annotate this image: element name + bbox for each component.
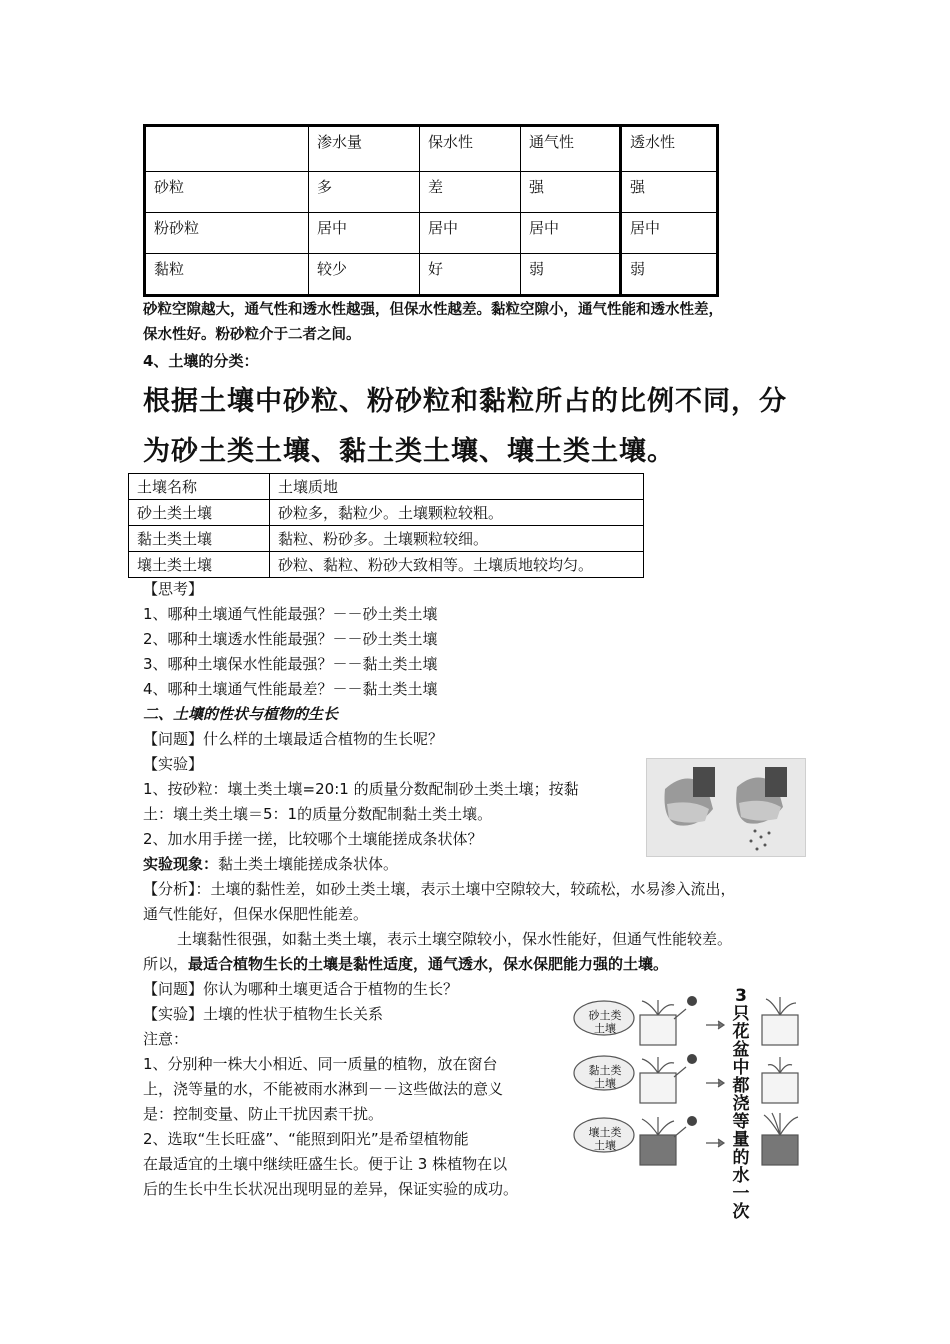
- soil-label-text: 壤土类: [588, 1126, 622, 1139]
- think-item: 3、哪种土壤保水性能最强？－－黏土类土壤: [143, 655, 438, 673]
- think-item: 4、哪种土壤通气性能最差？－－黏土类土壤: [143, 680, 438, 698]
- think-item: 2、哪种土壤透水性能最强？－－砂土类土壤: [143, 630, 438, 648]
- question-text: 【问题】你认为哪种土壤更适合于植物的生长？: [143, 980, 459, 998]
- think-heading: 【思考】: [143, 580, 204, 598]
- experiment-step: 1、按砂粒：壤土类土壤=20:1 的质量分数配制砂土类土壤；按黏: [143, 780, 579, 798]
- table-cell: 居中: [309, 213, 420, 254]
- analysis-text: 通气性能好，但保水保肥性能差。: [143, 905, 369, 923]
- table-cell: 透水性: [621, 126, 718, 172]
- soil-particle-table: [143, 124, 719, 297]
- soil-label-text: 黏土类: [588, 1064, 622, 1077]
- soil-label-text: 土壤: [594, 1022, 616, 1035]
- think-item: 1、哪种土壤通气性能最强？－－砂土类土壤: [143, 605, 438, 623]
- watering-instruction-vertical: 3只花盆中都浇等量的水一次: [732, 986, 750, 1222]
- experiment-step: 土：壤土类土壤＝5：1的质量分数配制黏土类土壤。: [143, 805, 493, 823]
- table-cell: 黏粒: [145, 254, 309, 296]
- table-cell: 黏土类土壤: [129, 526, 270, 552]
- analysis-text: 土壤黏性很强，如黏土类土壤，表示土壤空隙较小，保水性能好，但通气性能较差。: [177, 930, 733, 948]
- table-cell: 土壤质地: [270, 474, 644, 500]
- hands-illustration-icon: [647, 759, 805, 856]
- section-heading: 4、土壤的分类：: [143, 352, 259, 370]
- table-cell: 壤土类土壤: [129, 552, 270, 578]
- experiment-heading: 【实验】土壤的性状于植物生长关系: [143, 1005, 384, 1023]
- table-header-row: [145, 126, 718, 172]
- soil-label-text: 土壤: [594, 1139, 616, 1152]
- table-cell: 居中: [420, 213, 521, 254]
- conclusion-line: [143, 952, 668, 977]
- table-row: [145, 254, 718, 296]
- table-cell: 居中: [521, 213, 621, 254]
- analysis-text: 【分析】：土壤的黏性差，如砂土类土壤，表示土壤中空隙较大，较疏松，水易渗入流出，: [143, 880, 736, 898]
- note-line: 2、选取“生长旺盛”、“能照到阳光”是希望植物能: [143, 1130, 469, 1148]
- experiment-heading: 【实验】: [143, 755, 204, 773]
- table-cell: 渗水量: [309, 126, 420, 172]
- summary-text: 保水性好。粉砂粒介于二者之间。: [143, 327, 361, 343]
- soil-label-text: 土壤: [594, 1077, 616, 1090]
- section-heading: 二、土壤的性状与植物的生长: [143, 705, 339, 723]
- question-text: 【问题】什么样的土壤最适合植物的生长呢？: [143, 730, 444, 748]
- summary-text: 砂粒空隙越大，通气性和透水性越强，但保水性越差。黏粒空隙小，通气性能和透水性差，: [143, 302, 723, 318]
- soil-label-sandy: [582, 1009, 628, 1035]
- table-cell: 多: [309, 172, 420, 213]
- hands-rubbing-soil-image: [646, 758, 806, 857]
- table-cell: 砂粒、黏粒、粉砂大致相等。土壤质地较均匀。: [270, 552, 644, 578]
- table-row: [129, 500, 644, 526]
- conclusion-prefix: 所以，: [143, 955, 189, 973]
- table-cell: 强: [521, 172, 621, 213]
- table-cell: 好: [420, 254, 521, 296]
- table-cell: 砂粒多，黏粒少。土壤颗粒较粗。: [270, 500, 644, 526]
- table-cell: 黏粒、粉砂多。土壤颗粒较细。: [270, 526, 644, 552]
- soil-texture-table: [128, 473, 644, 578]
- plant-growth-diagram: [570, 985, 810, 1222]
- note-line: 是：控制变量、防止干扰因素干扰。: [143, 1105, 384, 1123]
- table-cell: 砂土类土壤: [129, 500, 270, 526]
- phenomenon-label: 实验现象：: [143, 855, 219, 873]
- classification-statement: 根据土壤中砂粒、粉砂粒和黏粒所占的比例不同，分: [143, 386, 787, 417]
- table-cell: 土壤名称: [129, 474, 270, 500]
- table-row: [145, 213, 718, 254]
- table-cell: 砂粒: [145, 172, 309, 213]
- note-line: 在最适宜的土壤中继续旺盛生长。便于让 3 株植物在以: [143, 1155, 508, 1173]
- table-cell: 保水性: [420, 126, 521, 172]
- table-row: [129, 552, 644, 578]
- table-cell: 弱: [521, 254, 621, 296]
- soil-label-loam: [582, 1126, 628, 1152]
- phenomenon-line: [143, 852, 398, 877]
- soil-label-clay: [582, 1064, 628, 1090]
- table-header-row: [129, 474, 644, 500]
- table-cell: 粉砂粒: [145, 213, 309, 254]
- table-cell: [145, 126, 309, 172]
- conclusion-text: 最适合植物生长的土壤是黏性适度，通气透水，保水保肥能力强的土壤。: [188, 955, 669, 973]
- note-line: 1、分别种一株大小相近、同一质量的植物，放在窗台: [143, 1055, 498, 1073]
- phenomenon-text: 黏土类土壤能搓成条状体。: [218, 855, 399, 873]
- note-line: 后的生长中生长状况出现明显的差异，保证实验的成功。: [143, 1180, 519, 1198]
- soil-label-text: 砂土类: [588, 1009, 622, 1022]
- table-cell: 居中: [621, 213, 718, 254]
- table-row: [145, 172, 718, 213]
- note-line: 上，浇等量的水，不能被雨水淋到－－这些做法的意义: [143, 1080, 504, 1098]
- table-cell: 强: [621, 172, 718, 213]
- table-row: [129, 526, 644, 552]
- table-cell: 较少: [309, 254, 420, 296]
- table-cell: 弱: [621, 254, 718, 296]
- note-heading: 注意：: [143, 1030, 189, 1048]
- table-cell: 通气性: [521, 126, 621, 172]
- table-cell: 差: [420, 172, 521, 213]
- experiment-step: 2、加水用手搓一搓，比较哪个土壤能搓成条状体？: [143, 830, 483, 848]
- classification-statement: 为砂土类土壤、黏土类土壤、壤土类土壤。: [143, 436, 675, 467]
